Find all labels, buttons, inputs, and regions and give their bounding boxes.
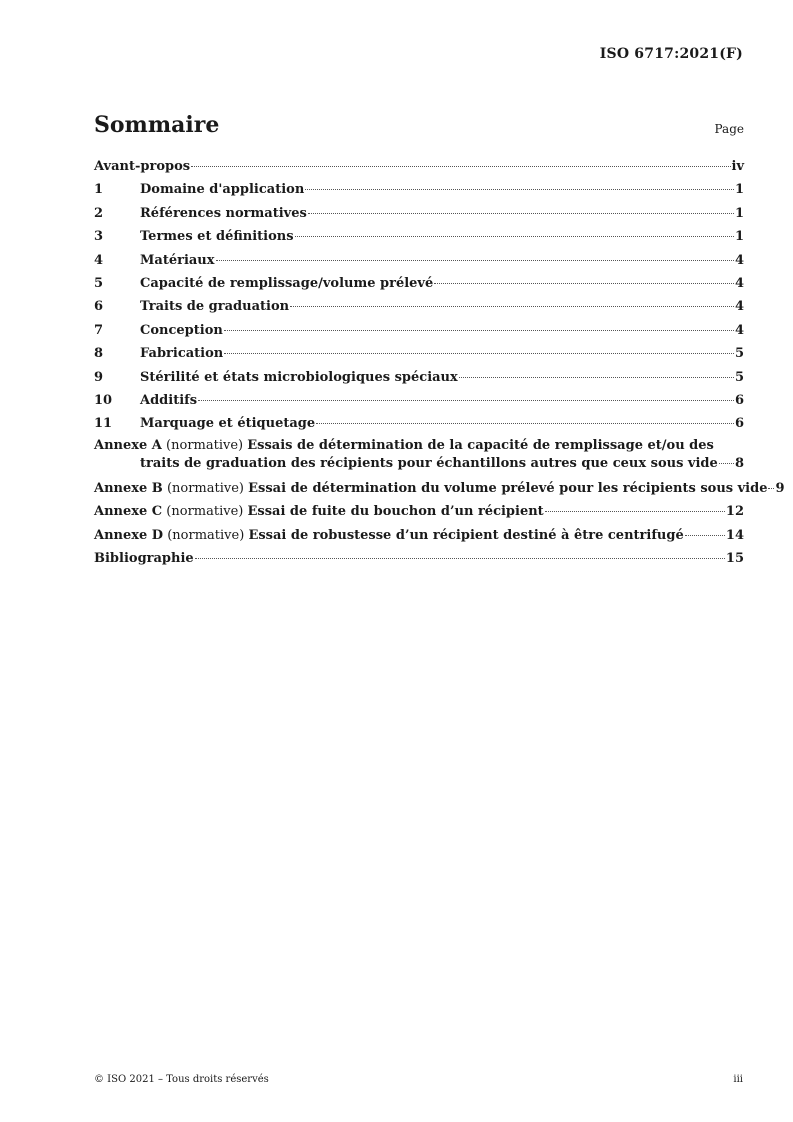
toc-entry-title: Traits de graduation [140,299,290,315]
footer-page-number: iii [733,1074,743,1085]
toc-entry-title: Références normatives [140,205,307,221]
toc-entry-annex-a[interactable] [94,437,744,473]
toc-entry-title: Marquage et étiquetage [140,416,316,432]
toc-entry-title: Capacité de remplissage/volume prélevé [140,276,434,292]
toc-entry-title: Avant-propos [94,159,191,174]
annex-type: (normative) [166,437,244,453]
toc-entry-5[interactable] [94,272,744,295]
toc-entry-10[interactable] [94,389,744,412]
toc-title: Sommaire [94,112,220,138]
dot-leader [685,535,725,536]
dot-leader [768,488,774,489]
dot-leader [195,558,725,559]
footer-copyright: © ISO 2021 – Tous droits réservés [94,1074,269,1085]
annex-type: (normative) [166,504,244,520]
toc-entry-annex-c[interactable] [94,500,744,523]
document-id: ISO 6717:2021(F) [599,46,743,62]
toc-entry-page: 1 [734,229,744,245]
annex-type: (normative) [167,527,245,543]
page-column-label: Page [714,122,744,136]
dot-leader [434,283,734,284]
toc-entry-title: Matériaux [140,252,215,268]
toc-entry-number: 2 [94,205,104,221]
toc-header [94,112,744,142]
toc-entry-page: 4 [734,322,744,338]
dot-leader [224,330,734,331]
toc-entry-page: 4 [734,299,744,315]
toc-entry-number: 10 [94,393,113,409]
toc-entry-number: 3 [94,229,104,245]
toc-entry-9[interactable] [94,366,744,389]
toc-entry-page: 9 [775,480,785,496]
toc-entry-avant-propos[interactable] [94,155,744,178]
dot-leader [545,511,725,512]
toc-entry-page: 14 [725,527,744,543]
toc-entry-page: 1 [734,182,744,198]
annex-title: Essai de robustesse d’un récipient destiné à être centrifugé [248,527,684,543]
dot-leader [459,377,734,378]
toc-entry-page: 6 [734,393,744,409]
annex-label: Annexe D [94,527,164,543]
toc-entry-6[interactable] [94,295,744,318]
toc-entry-page: 12 [725,504,744,520]
dot-leader [308,213,734,214]
toc-entry-page: 8 [734,455,744,471]
toc-entry-number: 4 [94,252,104,268]
toc-entry-number: 6 [94,299,104,315]
dot-leader [316,423,734,424]
toc-entry-2[interactable] [94,202,744,225]
annex-a-first-line [94,437,744,455]
toc-entry-1[interactable] [94,178,744,201]
annex-title: Essai de détermination du volume prélevé pour les récipients sous vide [248,480,768,496]
annex-a-second-line [94,455,744,473]
dot-leader [719,463,734,464]
dot-leader [295,236,734,237]
toc-entry-title: Conception [140,322,223,338]
toc-entry-number: 8 [94,346,104,362]
toc-entry-title: Stérilité et états microbiologiques spéciaux [140,369,458,385]
toc-entry-number: 1 [94,182,104,198]
toc-entry-page: 1 [734,205,744,221]
toc-entry-page: 5 [734,369,744,385]
annex-label: Annexe A [94,437,162,453]
toc-entry-page: iv [731,159,744,174]
toc-entry-title: Termes et définitions [140,229,294,245]
toc-entry-number: 5 [94,276,104,292]
annex-title: Essai de fuite du bouchon d’un récipient [247,504,544,520]
annex-label: Annexe C [94,504,163,520]
toc-entry-11[interactable] [94,412,744,435]
toc-entry-page: 5 [734,346,744,362]
dot-leader [224,353,734,354]
toc-entry-3[interactable] [94,225,744,248]
toc-entry-bibliographie[interactable] [94,547,744,570]
toc-entry-page: 4 [734,252,744,268]
table-of-contents [94,155,785,571]
annex-label: Annexe B [94,480,163,496]
toc-entry-title: Fabrication [140,346,224,362]
toc-entry-page: 4 [734,276,744,292]
toc-entry-annex-b[interactable] [94,477,785,500]
toc-entry-number: 11 [94,416,113,432]
toc-entry-number: 7 [94,322,104,338]
annex-type: (normative) [166,480,244,496]
annex-title: Essais de détermination de la capacité de remplissage et/ou des [247,437,714,453]
dot-leader [216,260,734,261]
toc-entry-8[interactable] [94,342,744,365]
toc-entry-annex-d[interactable] [94,524,744,547]
toc-entry-7[interactable] [94,319,744,342]
annex-title-continued: traits de graduation des récipients pour échantillons autres que ceux sous vide [140,455,718,471]
toc-entry-page: 15 [725,551,744,567]
dot-leader [290,306,734,307]
dot-leader [191,166,730,167]
dot-leader [305,189,734,190]
toc-entry-4[interactable] [94,249,744,272]
toc-entry-title: Bibliographie [94,551,194,567]
toc-entry-title: Additifs [140,393,198,409]
toc-entry-page: 6 [734,416,744,432]
toc-entry-number: 9 [94,369,104,385]
dot-leader [198,400,734,401]
toc-entry-title: Domaine d'application [140,182,305,198]
